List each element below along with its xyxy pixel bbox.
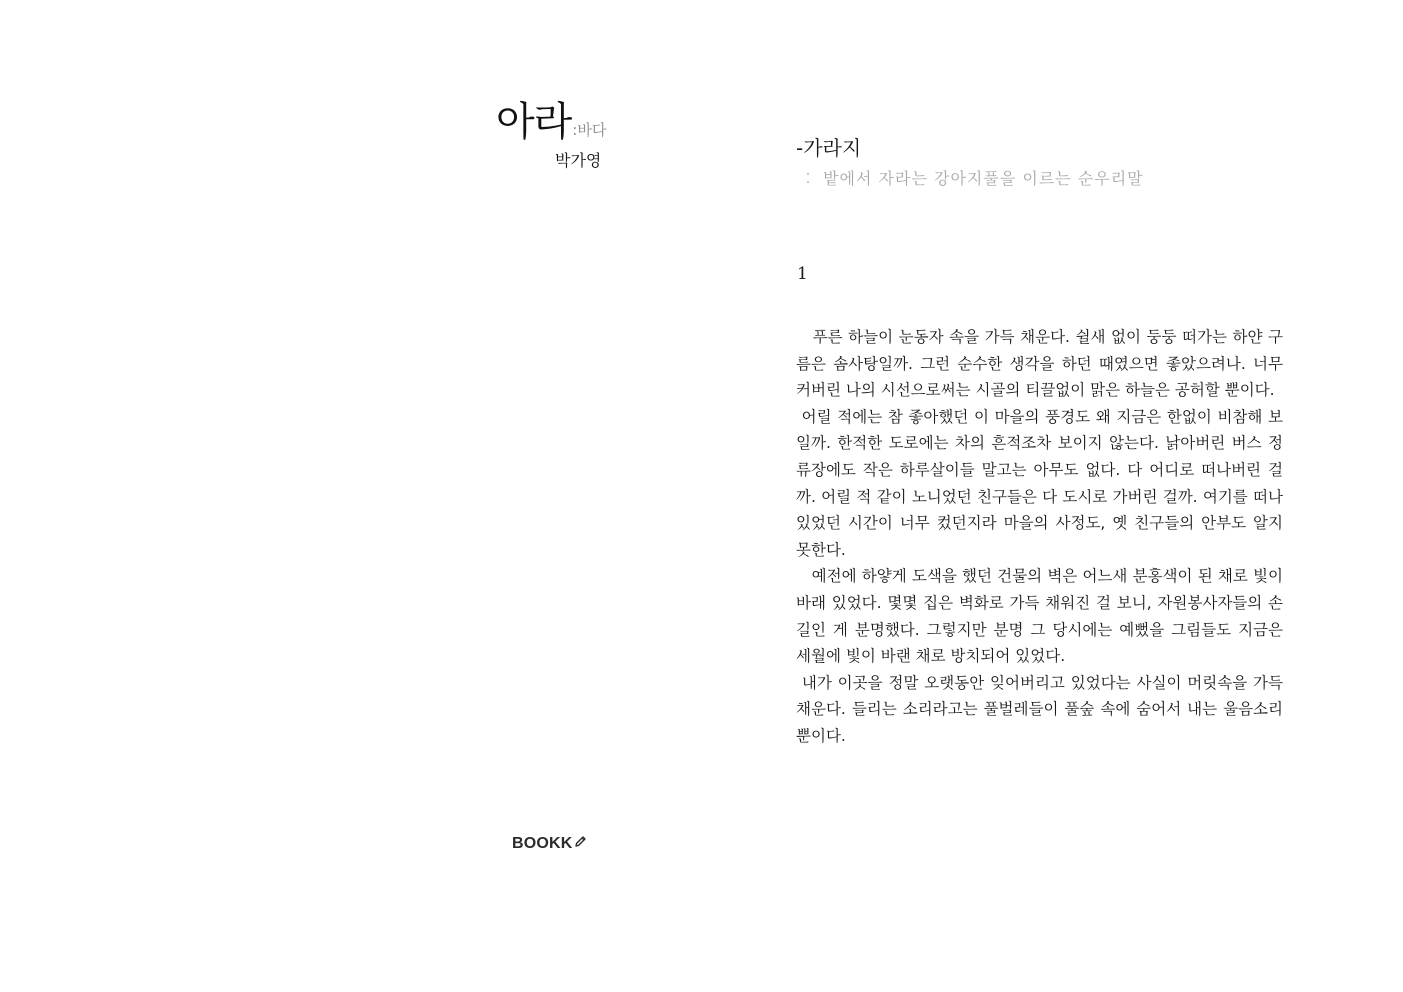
book-title bbox=[496, 96, 606, 148]
chapter-title: -가라지 bbox=[796, 136, 862, 160]
chapter-definition: ︰ 밭에서 자라는 강아지풀을 이르는 순우리말 bbox=[800, 169, 1144, 188]
paragraph: 어릴 적에는 참 좋아했던 이 마을의 풍경도 왜 지금은 한없이 비참해 보일까. 한적한 도로에는 차의 흔적조차 보이지 않는다. 낡아버린 버스 정류장에도 작은 하루살이들 말고는 아무도 없다. 다 어디로 떠나버린 걸까. 어릴 적 같이 노니었던 친구들은 다 도시로 가버린 걸까. 여기를 떠나있었던 시간이 너무 컸던지라 마을의 사정도, 옛 친구들의 안부도 알지 못한다. bbox=[796, 407, 1288, 559]
book-title-main: 아라 bbox=[496, 99, 572, 145]
left-page bbox=[0, 0, 700, 992]
publisher-logo bbox=[512, 835, 587, 853]
body-text bbox=[796, 324, 1288, 750]
right-page bbox=[796, 0, 1288, 992]
book-title-subtitle: :바다 bbox=[572, 121, 607, 139]
paragraph: 예전에 하얗게 도색을 했던 건물의 벽은 어느새 분홍색이 된 채로 빛이 바래 있었다. 몇몇 집은 벽화로 가득 채워진 걸 보니, 자원봉사자들의 손길인 게 분명했다. 그렇지만 분명 그 당시에는 예뻤을 그림들도 지금은 세월에 빛이 바랜 채로 방치되어 있었다. bbox=[796, 567, 1288, 666]
pencil-icon bbox=[573, 835, 587, 853]
paragraph: 내가 이곳을 정말 오랫동안 잊어버리고 있었다는 사실이 머릿속을 가득 채운다. 들리는 소리라고는 풀벌레들이 풀숲 속에 숨어서 내는 울음소리뿐이다. bbox=[796, 673, 1288, 745]
publisher-name: BOOKK bbox=[512, 835, 573, 852]
paragraph: 푸른 하늘이 눈동자 속을 가득 채운다. 쉴새 없이 둥둥 떠가는 하얀 구름은 솜사탕일까. 그런 순수한 생각을 하던 때였으면 좋았으려나. 너무 커버린 나의 시선으로써는 시골의 티끌없이 맑은 하늘은 공허할 뿐이다. bbox=[796, 328, 1288, 400]
section-number: 1 bbox=[797, 264, 808, 284]
author-name: 박가영 bbox=[555, 151, 602, 170]
